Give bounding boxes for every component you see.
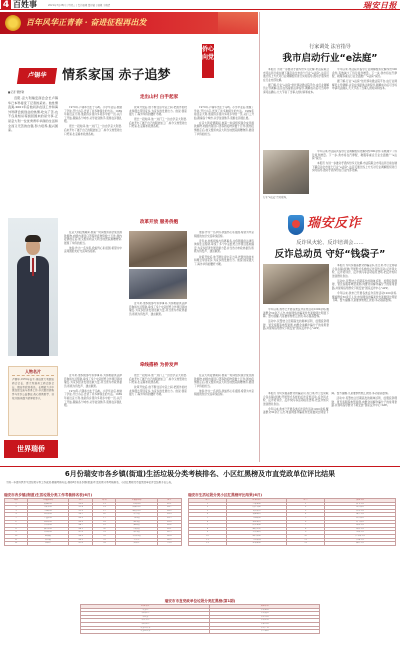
table-cell: 19 [93,524,116,528]
table-cell: 8 [5,527,28,531]
table-cell: 虹桥花苑 [227,542,287,546]
units-table-grid [80,604,320,634]
table-cell: 城西小区 [325,527,396,531]
table-cell: 1 [287,502,325,506]
table-cell: 北门新村 [325,516,396,520]
redblack-table-grid [188,498,396,546]
portrait-col-2: 改革开放后,他不断往返中意之间,把国外的技术和理念带回家乡,为家乡的发展出力。他说:国家强大了,海外华侨的腰杆才硬。 很长一段时间,他一边打工一边自学意大利语,后来开办了属于自己的服装加工厂,如今又转型进出口贸易,生意遍布欧洲各地。 [129,106,187,129]
table-cell: 88.7 [69,524,93,528]
table-cell: 84.7 [157,506,181,510]
table-cell: 飞云新城 [227,538,287,542]
table-cell: 15 [93,509,116,513]
subhead-3: 牵线搭桥 为侨发声 [139,363,179,368]
table-cell: 82.6 [157,524,181,528]
ranking-table-grid [4,498,182,546]
fraud-headline: 反诈总动员 守好“钱袋子” [274,249,386,260]
table-header-cell: 排名 [5,499,28,503]
table-cell: 莘塍街道 [27,520,68,524]
table-cell: 城东小区 [325,524,396,528]
table-cell: 市交通局 [210,612,320,616]
table-cell: 9 [5,531,28,535]
profile-box [8,366,58,436]
table-cell: 4 [287,513,325,517]
table-cell: 南滨街道 [116,509,157,513]
table-cell: 83.5 [157,516,181,520]
table-cell: 23 [93,538,116,542]
law-col-2: 今年以来,市法院共指导行业调解组织化解纠纷300余件,有效减少了诉讼案件增量。下一步,我市将在汽摩配、鞋服等重点行业全面推广“e法庭”模式。 据了解,行业“e法庭”依托移动微法院平台,由行业调解员主导调解,法官在线提供法律指导,调解成功后可当场申请司法确认,大大节省了当事人的时间和成本。 [332,68,397,91]
table-cell: 11 [287,538,325,542]
table-cell: 市卫健局 [210,630,320,634]
table-cell: 10 [5,534,28,538]
party-emblem-icon [5,15,21,31]
paper-logo: 瑞安日报 [363,0,397,10]
law-col-1: 本报讯 为进一步推动矛盾纠纷多元化解,市法院联合市司法局日前在塘下镇启动全市首个行业“e法庭”,法官可通过线上方式对行业调解组织进行实时指导,推动矛盾纠纷在行业内部化解。 据了解,行业“e法庭”依托移动微法院平台,由行业调解员主导调解,法官在线提供法律指导,调解成功后可当场申请司法确认,大大节省了当事人的时间和成本。 [263,68,329,95]
table-cell: 万松花苑 [227,502,287,506]
table-cell: 8 [189,527,227,531]
masthead [0,0,400,10]
table-header-cell: 黑榜单位 [210,605,320,609]
table-header-cell: 乡镇(街道) [27,499,68,503]
table-cell: 92.6 [69,502,93,506]
table-cell: 汽车站小区 [325,534,396,538]
table-cell: 市农业局 [210,619,320,623]
table-header-cell: 黑榜小区 [325,499,396,503]
table-header-cell: 红榜单位 [81,605,210,609]
column-divider [259,12,260,462]
fraud-kicker: 反诈风火轮、反诈培训会…… [296,240,364,246]
table-cell: 5 [287,516,325,520]
news-photo-meeting [129,269,187,299]
table-cell: 14 [93,506,116,510]
table-cell: 仙降街道 [116,506,157,510]
bottom-headline: 6月份瑞安市各乡镇(街道)生活垃圾分类考核排名、小区红黑榜及市直党政单位评比结果 [64,470,336,478]
units-table-title: 瑞安市市直党政单位垃圾分类红黑榜(第1期) [164,599,236,603]
table-cell: 80.8 [157,534,181,538]
fraud-col-3: 本报讯 为切实提高群众防骗意识,连日来,市公安局联合各乡镇(街道)开展形式多样的反诈宣传活动,反诈风火轮、反诈培训会、反诈快闪等活动接连登场,把反诈知识送到群众身边。 今年以来,我市已开展各类反诈宣传活动1200余场,覆盖群众30余万人次,电信网络诈骗案件发案数同比明显下降。警方提醒,凡是要求转账汇款的,务必提高警惕。 活动中,民警结合近期高发的刷单返利、虚假投资理财、冒充客服等典型案例,向群众讲解诈骗分子的常用套路,并现场指导群众下载安装“国家反诈中心”APP。 [263,392,397,415]
law-col-3: 今年以来,市法院共指导行业调解组织化解纠纷300余件,有效减少了诉讼案件增量。下一步,我市将在汽摩配、鞋服等重点行业全面推广“e法庭”模式。 本报讯 为进一步推动矛盾纠纷多元化解,市法院联合市司法局日前在塘下镇启动全市首个行业“e法庭”,法官可通过线上方式对行业调解组织进行实时指导,推动矛盾纠纷在行业内部化解。 [312,150,397,173]
table-cell: 江南小区 [325,538,396,542]
table-cell: 云周街道 [27,531,68,535]
fraud-logo-text: 瑞安反诈 [307,216,362,231]
table-cell: 锦湖街道 [27,502,68,506]
table-header-cell: 得分 [157,499,181,503]
table-cell: 陶山镇 [116,520,157,524]
law-headline: 我市启动行业“e法庭” [282,53,378,64]
table-cell: 5 [5,516,28,520]
table-cell: 7 [5,524,28,528]
table-cell: 91.2 [69,509,93,513]
fraud-photo [263,264,329,304]
table-cell: 79.4 [157,542,181,546]
table-cell: 6 [5,520,28,524]
table-cell: 3 [189,509,227,513]
table-cell: 12 [189,542,227,546]
table-cell: 88.1 [69,527,93,531]
table-cell: 8 [287,527,325,531]
table-cell: 6 [287,520,325,524]
subhead-1: 走出山村 白手起家 [139,95,179,100]
table-cell: 84.2 [157,509,181,513]
table-cell: 24 [93,542,116,546]
law-kicker: 行家调处 法官指导 [309,44,351,50]
table-cell: 20 [93,527,116,531]
table-cell: 市纪委 [81,615,210,619]
table-cell: 汀田街道 [27,524,68,528]
table-cell: 老城小区 [325,531,396,535]
table-cell: 塘下新区 [325,520,396,524]
table-cell: 5 [189,516,227,520]
table-cell: 83.9 [157,513,181,517]
table-cell: 南门小区 [325,513,396,517]
portrait-col-9: 在意大利疫情期间,他第一时间组织商会成员捐款捐物,向国内寄回口罩等防疫物资数十万件;国内疫情稳定后,他又组织向意大利当地医院捐赠物资,展现了华侨的担当。 他说:作为一名华侨,我始终心系祖国,希望为中意两国的友好交流牵线搭桥。 [194,374,254,397]
table-cell: 3 [5,509,28,513]
ranking-table [4,492,182,546]
section-title: 百姓事 [13,0,37,9]
table-cell: 17 [93,516,116,520]
table-cell: 1 [189,502,227,506]
table-cell: 东山街道 [27,513,68,517]
table-header-cell: 红榜小区 [227,499,287,503]
page-number: 4 [2,0,10,10]
table-cell: 7 [189,524,227,528]
table-cell: 91.8 [69,506,93,510]
party-banner [0,12,258,34]
portrait-col-5: 近年来,他积极参与侨界事务,为侨胞提供法律咨询和生活帮助,牵线了多个中意经贸合作项目落地瑞安,为家乡经济发展贡献力量,并当选为市政协委员,积极为侨发声、建言献策。 [129,302,187,316]
portrait-headline: 情系家国 赤子追梦 [62,68,171,83]
table-cell: 4 [5,513,28,517]
table-row [189,542,396,546]
table-cell: 85.6 [69,542,93,546]
table-cell: 安阳街道 [27,506,68,510]
table-cell: 市水利局 [210,615,320,619]
table-cell: 3 [287,509,325,513]
table-cell: 平阳坑镇 [116,534,157,538]
sidebar-label: 侨心向党 [202,44,214,78]
table-cell: 81.5 [157,531,181,535]
table-cell: 玉海新苑 [227,516,287,520]
profile-title: 人物名片 [12,369,54,376]
table-cell: 市住建局 [210,608,320,612]
table-cell: 86.9 [69,534,93,538]
table-cell: 80.2 [157,538,181,542]
table-cell: 上望街道 [27,516,68,520]
table-cell: 市委组织部 [81,630,210,634]
bottom-rule [0,466,400,467]
redblack-table [188,492,396,546]
table-cell: 12 [287,542,325,546]
law-photo-caption: 行业“e法庭”启动现场。 [263,196,289,199]
table-header-cell: 得分 [69,499,93,503]
table-cell: 滨江名苑 [227,506,287,510]
table-row [81,630,320,634]
table-header-cell: 排名 [93,499,116,503]
banner-slogan: 百年风华正青春 · 奋进征程再出发 [26,17,147,27]
table-cell: 2 [189,506,227,510]
table-cell: 安阳新村 [227,509,287,513]
units-table [80,598,320,634]
table-cell: 90.5 [69,513,93,517]
column-logo: 世界瑞侨 [4,440,58,458]
portrait-kicker: 卢锡华 [17,68,57,84]
table-cell: 10 [287,534,325,538]
table-cell: 湖滨公寓 [227,527,287,531]
table-cell: 新华小区 [325,502,396,506]
profile-text: 卢锡华,1970年出生,现任意大利瑞安商会会长、意大利温州工商会副会长、瑞安市政协委员。长期致力于中意经贸交流与侨务工作,多次组织侨胞参与家乡公益事业,热心助教助学、扶贫济困,被誉为侨界的赤子。 [12,378,54,400]
table-cell: 塘下镇 [116,513,157,517]
table-cell: 86.2 [69,538,93,542]
table-cell: 潘岱街道 [27,527,68,531]
portrait-photo [8,218,58,356]
table-cell: 2 [287,506,325,510]
portrait-col-4: 在意大利疫情期间,他第一时间组织商会成员捐款捐物,向国内寄回口罩等防疫物资数十万件;国内疫情稳定后,他又组织向意大利当地医院捐赠物资,展现了华侨的担当。 他说:作为一名华侨,我始终心系祖国,希望为中意两国的友好交流牵线搭桥。 [64,231,122,254]
table-cell: 82.1 [157,527,181,531]
table-cell: 莘塍家园 [227,520,287,524]
portrait-col-6: 他说:作为一名华侨,我始终心系祖国,希望为中意两国的友好交流牵线搭桥。 近年来,他积极参与侨界事务,为侨胞提供法律咨询和生活帮助,牵线了多个中意经贸合作项目落地瑞安,为家乡经济发展贡献力量,并当选为市政协委员,积极为侨发声、建言献策。 改革开放后,他不断往返中意之间,把国外的技术和理念带回家乡,为家乡的发展出力。他说:国家强大了,海外华侨的腰杆才硬。 [194,231,254,266]
table-cell: 22 [93,534,116,538]
table-cell: 阳光花苑 [227,524,287,528]
portrait-intro: 迈阳,意大利瑞安商会会长卢锡华已本科接受了记者的采访。他性情直爽,2001年后他初涉在读工作和海外科研会到创业的热情,吃完了苦,也不仅是知识等到回国来的是分享,正是意大利一位优秀青年华商的生活和全而又无苦的自强,努力培养,振兴国家。 [8,96,58,133]
table-cell: 10 [189,534,227,538]
table-cell: 西山小区 [325,509,396,513]
table-cell: 11 [189,538,227,542]
bottom-intro: 为进一步提升我市生活垃圾分类工作成效,根据考核办法,现将6月份各乡镇(街道)生活垃圾分类考核排名、小区红黑榜及市直党政单位评比结果予以公布。 [6,481,174,484]
portrait-col-7: 近年来,他积极参与侨界事务,为侨胞提供法律咨询和生活帮助,牵线了多个中意经贸合作项目落地瑞安,为家乡经济发展贡献力量,并当选为市政协委员,积极为侨发声、建言献策。 1970年,卢锡华出生于马屿。小学毕业后,他做了学徒,开过小店,尝试了许多种谋生的方法。1989年前往意大利,他是侨乡里许多同乡中的一员,从打工开始,跑遍各个城市,从学徒到熟手,逐渐在异国扎根。 [64,374,122,408]
table-cell: 解放小区 [325,542,396,546]
table-row [5,542,182,546]
table-cell: 飞云街道 [116,502,157,506]
fraud-col-1: 本报讯 为切实提高群众防骗意识,连日来,市公安局联合各乡镇(街道)开展形式多样的反诈宣传活动,反诈风火轮、反诈培训会、反诈快闪等活动接连登场,把反诈知识送到群众身边。 活动中,民警结合近期高发的刷单返利、虚假投资理财、冒充客服等典型案例,向群众讲解诈骗分子的常用套路,并现场指导群众下载安装“国家反诈中心”APP。 今年以来,我市已开展各类反诈宣传活动1200余场,覆盖群众30余万人次,电信网络诈骗案件发案数同比明显下降。警方提醒,凡是要求转账汇款的,务必提高警惕。 [332,264,397,303]
table-cell: 东门新村 [325,506,396,510]
table-cell: 16 [93,513,116,517]
table-cell: 89.9 [69,516,93,520]
dateline: 2021年7月28日 | 星期三 | 责任编辑 曹舒敏 | 编辑 金晓清 [48,3,111,7]
table-cell: 桐浦镇 [27,534,68,538]
table-cell: 2 [5,506,28,510]
fraud-col-2: 今年以来,我市已开展各类反诈宣传活动1200余场,覆盖群众30余万人次,电信网络诈骗案件发案数同比明显下降。警方提醒,凡是要求转账汇款的,务必提高警惕。 活动中,民警结合近期高发的刷单返利、虚假投资理财、冒充客服等典型案例,向群众讲解诈骗分子的常用套路,并现场指导群众下载安装“国家反诈中心”APP。 [263,308,329,331]
table-cell: 市文广局 [210,626,320,630]
table-cell: 87.6 [69,531,93,535]
table-cell: 罗阳花园 [227,531,287,535]
table-cell: 高楼镇 [116,527,157,531]
table-header-cell: 序号 [189,499,227,503]
table-cell: 市委办 [81,608,210,612]
table-cell: 13 [93,502,116,506]
portrait-col-3: 1970年,卢锡华出生于马屿。小学毕业后,他做了学徒,开过小店,尝试了许多种谋生的方法。1989年前往意大利,他是侨乡里许多同乡中的一员,从打工开始,跑遍各个城市,从学徒到熟手,逐渐在异国扎根。 在意大利疫情期间,他第一时间组织商会成员捐款捐物,向国内寄回口罩等防疫物资数十万件;国内疫情稳定后,他又组织向意大利当地医院捐赠物资,展现了华侨的担当。 [194,106,254,136]
table-cell: 9 [189,531,227,535]
news-photo-crowd [129,231,187,267]
subhead-2: 改革开放 服务侨胞 [139,220,179,225]
portrait-byline: ■记者 曹舒敏 [8,91,25,94]
table-cell: 9 [287,531,325,535]
table-cell: 湖岭镇 [116,524,157,528]
table-header-cell: 乡镇(街道) [116,499,157,503]
table-cell: 89.4 [69,520,93,524]
table-cell: 市商务局 [210,622,320,626]
table-cell: 市人大办 [81,619,210,623]
table-cell: 曹村镇 [27,538,68,542]
table-cell: 21 [93,531,116,535]
table-cell: 营前乡 [116,542,157,546]
table-cell: 锦湖花园 [227,513,287,517]
table-cell: 马屿镇 [116,516,157,520]
table-cell: 玉海街道 [27,509,68,513]
table-cell: 11 [5,538,28,542]
table-cell: 4 [189,513,227,517]
table-cell: 7 [287,524,325,528]
table-cell: 隆山雅苑 [227,534,287,538]
table-cell: 1 [5,502,28,506]
redblack-table-title: 瑞安市生活垃圾分类小区红黑榜评比结果(6月) [188,493,263,497]
table-cell: 北麂乡 [27,542,68,546]
banner-deco [218,12,258,34]
law-photo [263,150,309,194]
table-cell: 市政府办 [81,612,210,616]
portrait-col-1: 1970年,卢锡华出生于马屿。小学毕业后,他做了学徒,开过小店,尝试了许多种谋生的方法。1989年前往意大利,他是侨乡里许多同乡中的一员,从打工开始,跑遍各个城市,从学徒到熟手,逐渐在异国扎根。 很长一段时间,他一边打工一边自学意大利语,后来开办了属于自己的服装加工厂,如今又转型进出口贸易,生意遍布欧洲各地。 [64,106,122,136]
ranking-table-title: 瑞安市各乡镇(街道)生活垃圾分类工作考核排名表(6月) [4,493,93,497]
fraud-logo [286,212,382,238]
table-cell: 12 [5,542,28,546]
table-cell: 83.0 [157,520,181,524]
table-cell: 市政协办 [81,622,210,626]
table-cell: 18 [93,520,116,524]
table-cell: 85.1 [157,502,181,506]
table-cell: 林川镇 [116,531,157,535]
table-header-cell: 序号 [287,499,325,503]
table-cell: 芳庄乡 [116,538,157,542]
portrait-col-8: 很长一段时间,他一边打工一边自学意大利语,后来开办了属于自己的服装加工厂,如今又转型进出口贸易,生意遍布欧洲各地。 改革开放后,他不断往返中意之间,把国外的技术和理念带回家乡,为家乡的发展出力。他说:国家强大了,海外华侨的腰杆才硬。 [129,374,187,397]
table-cell: 市委宣传部 [81,626,210,630]
table-cell: 6 [189,520,227,524]
